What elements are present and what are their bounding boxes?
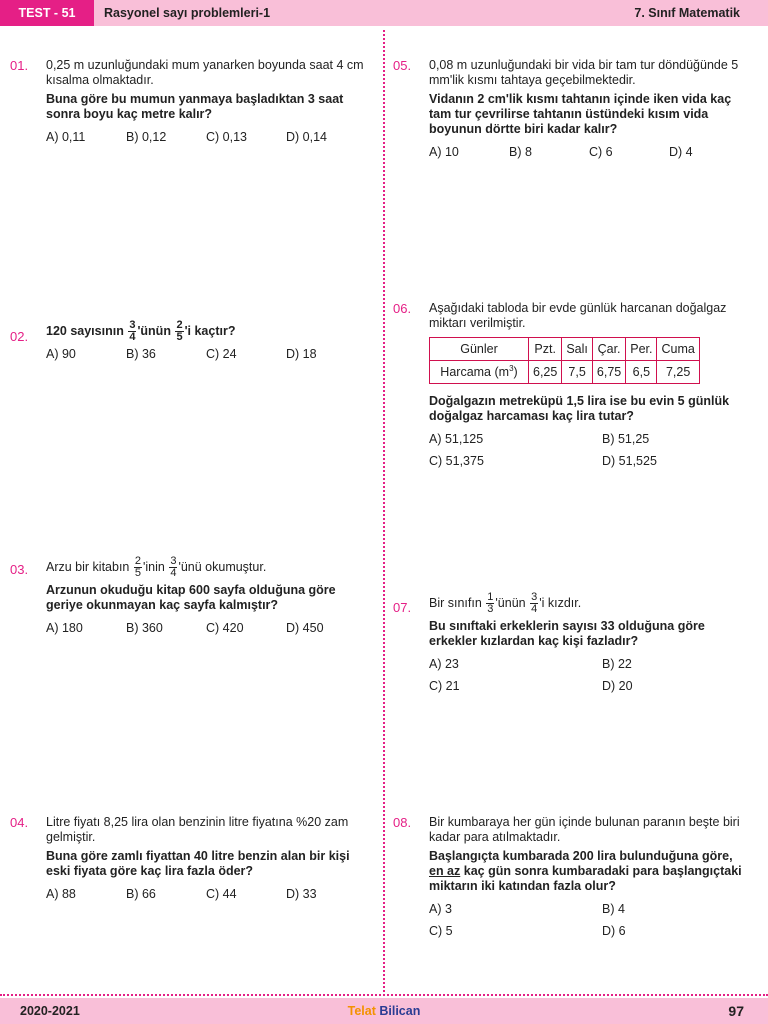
denominator: 3 xyxy=(487,603,494,615)
test-title: Rasyonel sayı problemleri-1 xyxy=(104,6,271,20)
table-header-cell: Per. xyxy=(626,338,657,361)
numerator: 3 xyxy=(531,591,538,603)
question-text: Aşağıdaki tabloda bir evde günlük harcanan doğalgaz miktarı verilmiştir. xyxy=(429,301,727,330)
text-part: Arzu bir kitabın xyxy=(46,559,130,574)
option-d[interactable]: D) 20 xyxy=(602,679,633,693)
row-label-sup: 3 xyxy=(509,364,514,374)
question-number: 06. xyxy=(393,301,412,316)
options xyxy=(46,887,366,901)
page-footer xyxy=(0,998,768,1024)
prompt-text: 120 sayısının xyxy=(46,323,124,338)
question-07 xyxy=(393,591,749,693)
table-header-cell: Çar. xyxy=(592,338,625,361)
option-b[interactable]: B) 51,25 xyxy=(602,432,650,446)
question-text: 0,25 m uzunluğundaki mum yanarken boyunda saat 4 cm kısalma olmaktadır. xyxy=(46,58,364,87)
option-a[interactable]: A) 88 xyxy=(46,887,76,901)
prompt-text: Başlangıçta kumbarada 200 lira bulunduğuna göre, xyxy=(429,849,733,863)
question-number: 02. xyxy=(10,329,29,344)
gas-usage-table xyxy=(429,337,700,384)
denominator: 5 xyxy=(176,331,183,343)
option-a[interactable]: A) 0,11 xyxy=(46,130,86,144)
question-prompt: Bu sınıftaki erkeklerin sayısı 33 olduğuna göre erkekler kızlardan kaç kişi fazladır? xyxy=(429,619,705,648)
option-d[interactable]: D) 6 xyxy=(602,924,626,938)
option-c[interactable]: C) 0,13 xyxy=(206,130,247,144)
prompt-text: 'i kaçtır? xyxy=(184,323,236,338)
question-prompt: Buna göre bu mumun yanmaya başladıktan 3 saat sonra boyu kaç metre kalır? xyxy=(46,92,344,121)
option-a[interactable]: A) 23 xyxy=(429,657,459,671)
question-02 xyxy=(10,319,366,361)
option-a[interactable]: A) 51,125 xyxy=(429,432,484,446)
option-a[interactable]: A) 10 xyxy=(429,145,459,159)
numerator: 3 xyxy=(129,319,136,331)
row-label-text: Harcama (m xyxy=(440,365,510,380)
table-header-cell: Cuma xyxy=(657,338,699,361)
options xyxy=(429,657,749,693)
option-b[interactable]: B) 0,12 xyxy=(126,130,167,144)
question-prompt: Arzunun okuduğu kitap 600 sayfa olduğuna göre geriye okunmayan kaç sayfa kalmıştır? xyxy=(46,583,336,612)
question-number: 03. xyxy=(10,562,29,577)
question-prompt xyxy=(46,320,366,343)
option-b[interactable]: B) 8 xyxy=(509,145,532,159)
question-number: 07. xyxy=(393,600,412,615)
denominator: 4 xyxy=(170,567,177,579)
option-c[interactable]: C) 420 xyxy=(206,621,244,635)
question-06 xyxy=(393,301,749,468)
brand-second: Bilican xyxy=(379,1004,421,1018)
table-row-label xyxy=(430,361,529,384)
subject-label: 7. Sınıf Matematik xyxy=(634,6,740,20)
option-a[interactable]: A) 180 xyxy=(46,621,83,635)
table-header-cell: Günler xyxy=(430,338,529,361)
denominator: 5 xyxy=(134,567,141,579)
option-d[interactable]: D) 51,525 xyxy=(602,454,657,468)
options xyxy=(46,621,366,635)
fraction xyxy=(175,320,183,343)
text-part: 'ünü okumuştur. xyxy=(178,559,267,574)
question-08 xyxy=(393,815,749,938)
fraction xyxy=(128,320,136,343)
question-01 xyxy=(10,58,366,144)
option-d[interactable]: D) 18 xyxy=(286,347,317,361)
option-c[interactable]: C) 5 xyxy=(429,924,453,938)
options xyxy=(46,347,366,361)
numerator: 2 xyxy=(176,319,183,331)
text-part: Bir sınıfın xyxy=(429,595,482,610)
question-number: 05. xyxy=(393,58,412,73)
fraction xyxy=(486,592,494,615)
option-c[interactable]: C) 51,375 xyxy=(429,454,484,468)
table-cell: 7,5 xyxy=(562,361,593,384)
denominator: 4 xyxy=(531,603,538,615)
prompt-text: 'ünün xyxy=(137,323,171,338)
question-prompt xyxy=(429,849,749,894)
option-b[interactable]: B) 36 xyxy=(126,347,156,361)
table-header-cell: Salı xyxy=(562,338,593,361)
row-label-end: ) xyxy=(513,365,518,380)
table-cell: 7,25 xyxy=(657,361,699,384)
brand-logo xyxy=(0,998,768,1024)
prompt-underlined: en az xyxy=(429,864,461,878)
option-b[interactable]: B) 4 xyxy=(602,902,625,916)
option-c[interactable]: C) 21 xyxy=(429,679,460,693)
numerator: 2 xyxy=(134,555,141,567)
option-b[interactable]: B) 360 xyxy=(126,621,163,635)
fraction xyxy=(134,556,142,579)
column-divider xyxy=(383,30,385,992)
option-d[interactable]: D) 450 xyxy=(286,621,324,635)
question-prompt: Doğalgazın metreküpü 1,5 lira ise bu evin 5 günlük doğalgaz harcaması kaç lira tutar? xyxy=(429,394,730,423)
table-cell: 6,5 xyxy=(626,361,657,384)
option-b[interactable]: B) 22 xyxy=(602,657,632,671)
option-c[interactable]: C) 24 xyxy=(206,347,237,361)
option-b[interactable]: B) 66 xyxy=(126,887,156,901)
option-c[interactable]: C) 44 xyxy=(206,887,237,901)
test-badge: TEST - 51 xyxy=(0,0,94,26)
prompt-text: kaç gün sonra kumbaradaki para başlangıçtaki miktarın iki katından fazla olur? xyxy=(429,864,742,893)
table-header-cell: Pzt. xyxy=(529,338,562,361)
table-cell: 6,75 xyxy=(592,361,625,384)
page-header xyxy=(0,0,768,26)
fraction xyxy=(530,592,538,615)
table-header-row xyxy=(430,338,700,361)
question-prompt: Buna göre zamlı fiyattan 40 litre benzin alan bir kişi eski fiyata göre kaç lira fazla öder? xyxy=(46,849,350,878)
brand-first: Telat xyxy=(347,1004,376,1018)
option-d[interactable]: D) 4 xyxy=(669,145,693,159)
option-c[interactable]: C) 6 xyxy=(589,145,613,159)
fraction xyxy=(169,556,177,579)
option-d[interactable]: D) 33 xyxy=(286,887,317,901)
question-number: 01. xyxy=(10,58,29,73)
options xyxy=(429,145,749,159)
question-number: 08. xyxy=(393,815,412,830)
question-text: Litre fiyatı 8,25 lira olan benzinin litre fiyatına %20 zam gelmiştir. xyxy=(46,815,349,844)
option-d[interactable]: D) 0,14 xyxy=(286,130,327,144)
question-04 xyxy=(10,815,366,901)
question-03 xyxy=(10,555,366,635)
text-part: 'inin xyxy=(142,559,165,574)
question-text xyxy=(46,556,366,579)
numerator: 3 xyxy=(170,555,177,567)
question-text: Bir kumbaraya her gün içinde bulunan paranın beşte biri kadar para atılmaktadır. xyxy=(429,815,740,844)
page-number: 97 xyxy=(728,1003,744,1019)
numerator: 1 xyxy=(487,591,494,603)
question-text xyxy=(429,592,749,615)
question-prompt: Vidanın 2 cm'lik kısmı tahtanın içinde iken vida kaç tam tur çevrilirse tahtanın üstündeki kısım vida boyunun dörtte biri kadar kalır? xyxy=(429,92,732,136)
option-a[interactable]: A) 3 xyxy=(429,902,452,916)
question-number: 04. xyxy=(10,815,29,830)
options xyxy=(429,432,749,468)
options xyxy=(429,902,749,938)
option-a[interactable]: A) 90 xyxy=(46,347,76,361)
table-row xyxy=(430,361,700,384)
options xyxy=(46,130,366,144)
footer-divider xyxy=(0,994,768,996)
text-part: 'ünün xyxy=(495,595,526,610)
question-text: 0,08 m uzunluğundaki bir vida bir tam tur döndüğünde 5 mm'lik kısmı tahtaya geçebilmektedir. xyxy=(429,58,739,87)
text-part: 'i kızdır. xyxy=(539,595,582,610)
school-year: 2020-2021 xyxy=(20,1004,80,1018)
question-05 xyxy=(393,58,749,159)
table-cell: 6,25 xyxy=(529,361,562,384)
denominator: 4 xyxy=(129,331,136,343)
